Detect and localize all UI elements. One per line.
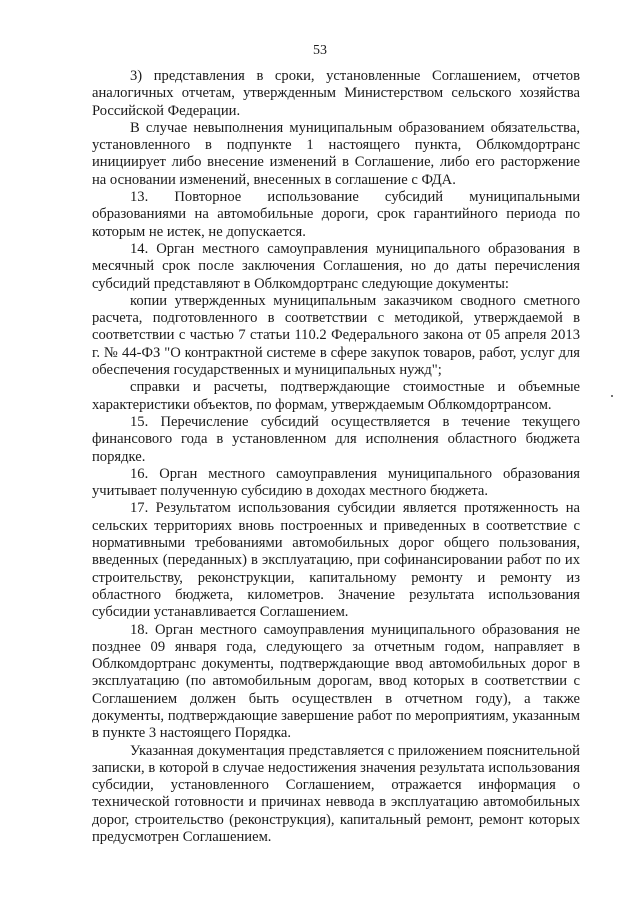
- paragraph-item-3-reports: 3) представления в сроки, установленные Соглашением, отчетов аналогичных отчетам, утвержденным Министерством сельского хозяйства Российской Федерации.: [92, 68, 580, 119]
- paragraph-13: 13. Повторное использование субсидий муниципальными образованиями на автомобильные дороги, срок гарантийного периода по которым не истек, не допускается.: [92, 189, 580, 240]
- paragraph-18: 18. Орган местного самоуправления муниципального образования не позднее 09 января года, следующего за отчетным годом, направляет в Облкомдортранс документы, подтверждающие ввод автомобильных дорог в эксплуатацию (по автомобильным дорогам, ввод которых в соответствии с Соглашением должен быть осуществлен в отчетном году), а также документы, подтверждающие завершение работ по мероприятиям, указанным в пункте 3 настоящего Порядка.: [92, 621, 580, 742]
- paragraph-15: 15. Перечисление субсидий осуществляется в течение текущего финансового года в установленном для исполнения областного бюджета порядке.: [92, 413, 580, 465]
- paragraph-documentation: Указанная документация представляется с приложением пояснительной записки, в которой в случае недостижения значения результата использования субсидии, установленного Соглашением, отражается информация о технической готовности и причинах неввода в эксплуатацию автомобильных дорог, строительство (реконструкция), капитальный ремонт, ремонт которых предусмотрен Соглашением.: [92, 742, 580, 846]
- scan-speck: [611, 395, 613, 397]
- page-number: 53: [313, 43, 327, 58]
- document-body: [92, 68, 580, 846]
- paragraph-17: 17. Результатом использования субсидии является протяженность на сельских территориях вновь построенных и приведенных в соответствие с нормативными требованиями автомобильных дорог общего пользования, введенных (переданных) в эксплуатацию, при софинансировании работ по их строительству, реконструкции, капитальному ремонту и ремонту из областного бюджета, километров. Значение результата использования субсидии устанавливается Соглашением.: [92, 500, 580, 621]
- paragraph-14-estimate-copies: копии утвержденных муниципальным заказчиком сводного сметного расчета, подготовленного в соответствии с методикой, утверждаемой в соответствии с частью 7 статьи 110.2 Федерального закона от 05 апреля 2013 г. № 44-ФЗ "О контрактной системе в сфере закупок товаров, работ, услуг для обеспечения государственных и муниципальных нужд";: [92, 292, 580, 379]
- paragraph-16: 16. Орган местного самоуправления муниципального образования учитывает полученную субсидию в доходах местного бюджета.: [92, 465, 580, 500]
- paragraph-14-certificates: справки и расчеты, подтверждающие стоимостные и объемные характеристики объектов, по формам, утверждаемым Облкомдортрансом.: [92, 379, 580, 413]
- paragraph-14: 14. Орган местного самоуправления муниципального образования в месячный срок после заключения Соглашения, но до даты перечисления субсидий представляют в Облкомдортранс следующие документы:: [92, 240, 580, 292]
- paragraph-noncompliance: В случае невыполнения муниципальным образованием обязательства, установленного в подпункте 1 настоящего пункта, Облкомдортранс инициирует либо внесение изменений в Соглашение, либо его расторжение на основании изменений, внесенных в соглашение с ФДА.: [92, 119, 580, 188]
